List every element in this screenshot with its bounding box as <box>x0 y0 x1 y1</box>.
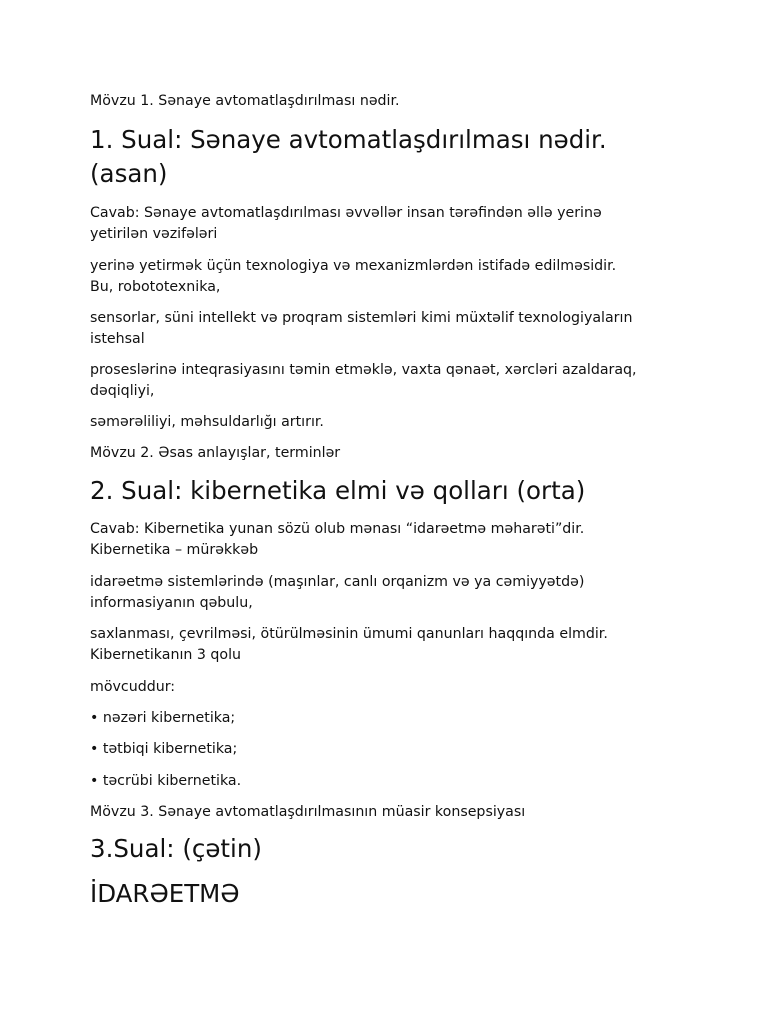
question-1-heading-line1: 1. Sual: Sənaye avtomatlaşdırılması nədir. <box>90 125 607 154</box>
list-item <box>90 771 690 792</box>
text-line: sensorlar, süni intellekt və proqram sistemləri kimi müxtəlif texnologiyaların <box>90 310 633 326</box>
answer-1-para-2 <box>90 256 690 298</box>
question-3-heading: 3.Sual: (çətin) <box>90 834 262 863</box>
question-2-heading: 2. Sual: kibernetika elmi və qolları (orta) <box>90 476 586 505</box>
answer-2-para-2 <box>90 572 690 614</box>
answer-2-para-4 <box>90 677 690 698</box>
text-line: proseslərinə inteqrasiyasını təmin etməklə, vaxta qənaət, xərcləri azaldaraq, <box>90 362 637 378</box>
list-item <box>90 739 690 760</box>
text-line: istehsal <box>90 331 145 347</box>
answer-2-para-1 <box>90 519 690 561</box>
text-line: mövcuddur: <box>90 679 176 695</box>
text-line: informasiyanın qəbulu, <box>90 595 253 611</box>
text-line: səmərəliliyi, məhsuldarlığı artırır. <box>90 414 324 430</box>
answer-2-para-3 <box>90 624 690 666</box>
question-1-heading-line2: (asan) <box>90 159 168 188</box>
bullet-text: • tətbiqi kibernetika; <box>90 741 238 757</box>
text-line: yerinə yetirmək üçün texnologiya və mexanizmlərdən istifadə edilməsidir. <box>90 258 617 274</box>
list-item <box>90 708 690 729</box>
text-line: idarəetmə sistemlərində (maşınlar, canlı orqanizm və ya cəmiyyətdə) <box>90 574 585 590</box>
topic-1: Mövzu 1. Sənaye avtomatlaşdırılması nədir. <box>90 93 400 109</box>
bullet-text: • nəzəri kibernetika; <box>90 710 236 726</box>
text-line: yetirilən vəzifələri <box>90 226 218 242</box>
text-line: dəqiqliyi, <box>90 383 155 399</box>
topic-3: Mövzu 3. Sənaye avtomatlaşdırılmasının müasir konsepsiyası <box>90 804 526 820</box>
bullet-text: • təcrübi kibernetika. <box>90 773 242 789</box>
text-line: Cavab: Sənaye avtomatlaşdırılması əvvəllər insan tərəfindən əllə yerinə <box>90 205 602 221</box>
answer-1-para-3 <box>90 308 690 350</box>
question-3-title: İDARƏETMƏ <box>90 879 240 908</box>
answer-1-para-4 <box>90 360 690 402</box>
text-line: saxlanması, çevrilməsi, ötürülməsinin ümumi qanunları haqqında elmdir. <box>90 626 608 642</box>
answer-1-para-5 <box>90 412 690 433</box>
text-line: Kibernetikanın 3 qolu <box>90 647 242 663</box>
text-line: Kibernetika – mürəkkəb <box>90 542 259 558</box>
text-line: Cavab: Kibernetika yunan sözü olub mənası “idarəetmə məharəti”dir. <box>90 521 585 537</box>
text-line: Bu, robototexnika, <box>90 279 221 295</box>
topic-2: Mövzu 2. Əsas anlayışlar, terminlər <box>90 445 341 461</box>
answer-1-para-1 <box>90 203 690 245</box>
